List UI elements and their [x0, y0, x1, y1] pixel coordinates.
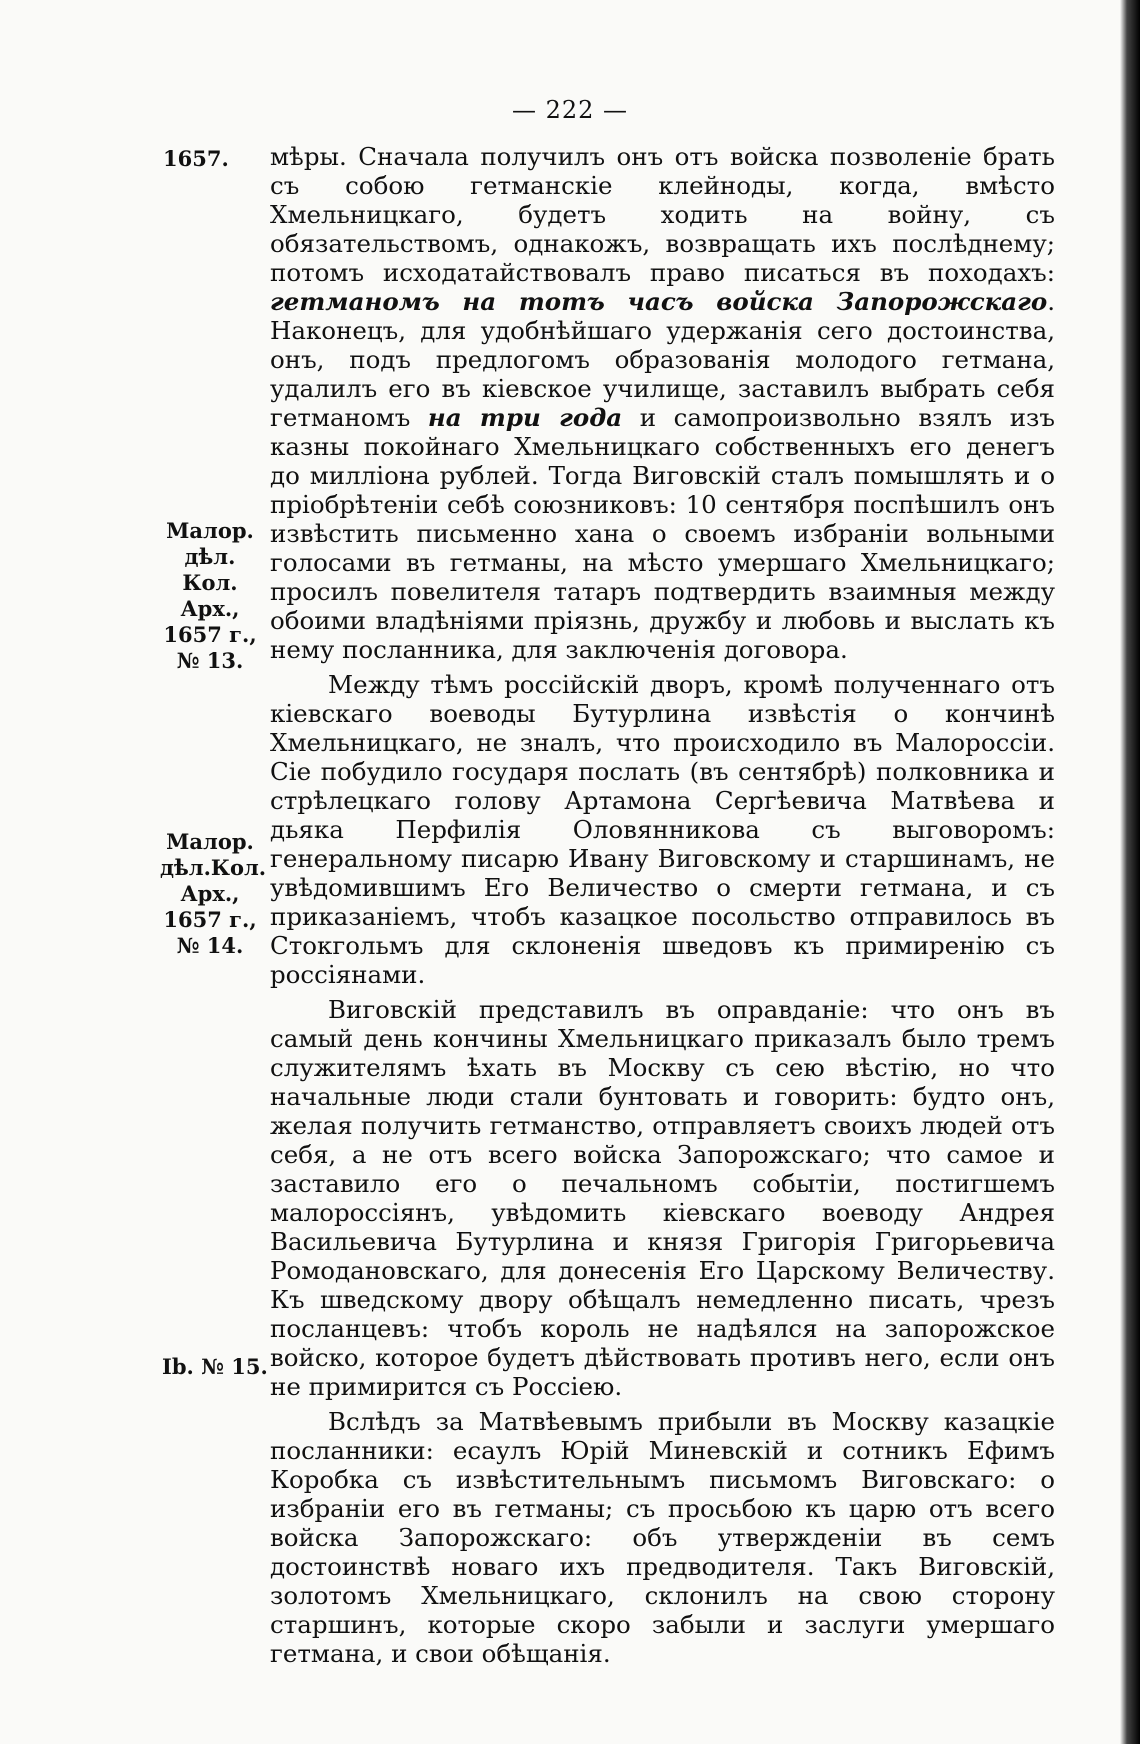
margin-note-line: 1657 г., — [163, 907, 257, 932]
italic-phrase: гетманомъ на тотъ часъ войска Запорожскаго — [270, 287, 1048, 316]
paragraph-2: Между тѣмъ россійскій дворъ, кромѣ полученнаго отъ кіевскаго воеводы Бутурлина извѣстія о кончинѣ Хмельницкаго, не зналъ, что происходило въ Малороссіи. Сіе побудило государя послать (въ сентябрѣ) полковника и стрѣлецкаго голову Артамона Сергѣевича Матвѣева и дьяка Перфилія Оловянникова съ выговоромъ: генеральному писарю Ивану Виговскому и старшинамъ, не увѣдомившимъ Его Величество о смерти гетмана, и съ приказаніемъ, чтобъ казацкое посольство отправилось въ Стокгольмъ для склоненія шведовъ къ примиренію съ россіянами. — [270, 670, 1055, 989]
margin-note-line: дѣл.Кол. — [160, 855, 267, 880]
page-edge-shadow — [1120, 0, 1140, 1744]
paragraph-4: Вслѣдъ за Матвѣевымъ прибыли въ Москву казацкіе посланники: есаулъ Юрій Миневскій и сотникъ Ефимъ Коробка съ извѣстительнымъ письмомъ Виговскаго: о избраніи его въ гетманы; съ просьбою къ царю отъ всего войска Запорожскаго: объ утвержденіи въ семъ достоинствѣ новаго ихъ предводителя. Такъ Виговскій, золотомъ Хмельницкаго, склонилъ на свою сторону старшинъ, которые скоро забыли и заслуги умершаго гетмана, и свои обѣщанія. — [270, 1407, 1055, 1668]
page-number: — 222 — — [511, 96, 629, 124]
margin-note-line: № 13. — [176, 648, 244, 673]
margin-note-line: Арх., — [180, 881, 240, 906]
main-text — [270, 142, 1055, 1674]
margin-note-line: Малор. — [166, 829, 254, 854]
margin-note-line: дѣл. Кол. — [182, 544, 238, 595]
paragraph-text: и самопроизвольно взялъ изъ казны покойнаго Хмельницкаго собственныхъ его денегъ до милліона рублей. Тогда Виговскій сталъ помышлять и о пріобрѣтеніи себѣ союзниковъ: 10 сентября поспѣшилъ онъ извѣстить письменно хана о своемъ избраніи вольными голосами въ гетманы, на мѣсто умершаго Хмельницкаго; просилъ повелителя татаръ подтвердить взаимныя между обоими владѣніями пріязнь, дружбу и любовь и выслать къ нему посланника, для заключенія договора. — [270, 403, 1055, 664]
margin-note-line: 1657 г., — [163, 622, 257, 647]
paragraph-text: мѣры. Сначала получилъ онъ отъ войска позволеніе брать съ собою гетманскіе клейноды, когда, вмѣсто Хмельницкаго, будетъ ходить на войну, съ обязательствомъ, однакожъ, возвращать ихъ послѣднему; потомъ исходатайствовалъ право писаться въ походахъ: — [270, 142, 1055, 287]
margin-year: 1657. — [163, 146, 229, 171]
margin-note-archive-14 — [160, 829, 267, 959]
paragraph-3: Виговскій представилъ въ оправданіе: что онъ въ самый день кончины Хмельницкаго приказалъ было тремъ служителямъ ѣхать въ Москву съ сею вѣстію, но что начальные люди стали бунтовать и говорить: будто онъ, желая получить гетманство, отправляетъ своихъ людей отъ себя, а не отъ всего войска Запорожскаго; что самое и заставило его о печальномъ событіи, постигшемъ малороссіянъ, увѣдомить кіевскаго воеводу Андрея Васильевича Бутурлина и князя Григорія Григорьевича Ромодановскаго, для донесенія Его Царскому Величеству. Къ шведскому двору обѣщалъ немедленно писать, чрезъ посланцевъ: чтобъ король не надѣялся на запорожское войско, которое будетъ дѣйствовать противъ него, если онъ не примирится съ Россіею. — [270, 995, 1055, 1401]
margin-note-archive-13 — [160, 518, 260, 674]
paragraph-1 — [270, 142, 1055, 664]
italic-phrase: на три года — [427, 403, 623, 432]
margin-note-line: Арх., — [180, 596, 240, 621]
margin-note-line: Малор. — [166, 518, 254, 543]
paragraph-text: . Наконецъ, для удобнѣйшаго удержанія сего достоинства, онъ, подъ предлогомъ образованія молодого гетмана, удалилъ его въ кіевское училище, заставилъ выбрать себя гетманомъ — [270, 287, 1055, 432]
margin-note-line: № 14. — [176, 933, 244, 958]
margin-reference-ib-15: Ib. № 15. — [162, 1354, 268, 1379]
